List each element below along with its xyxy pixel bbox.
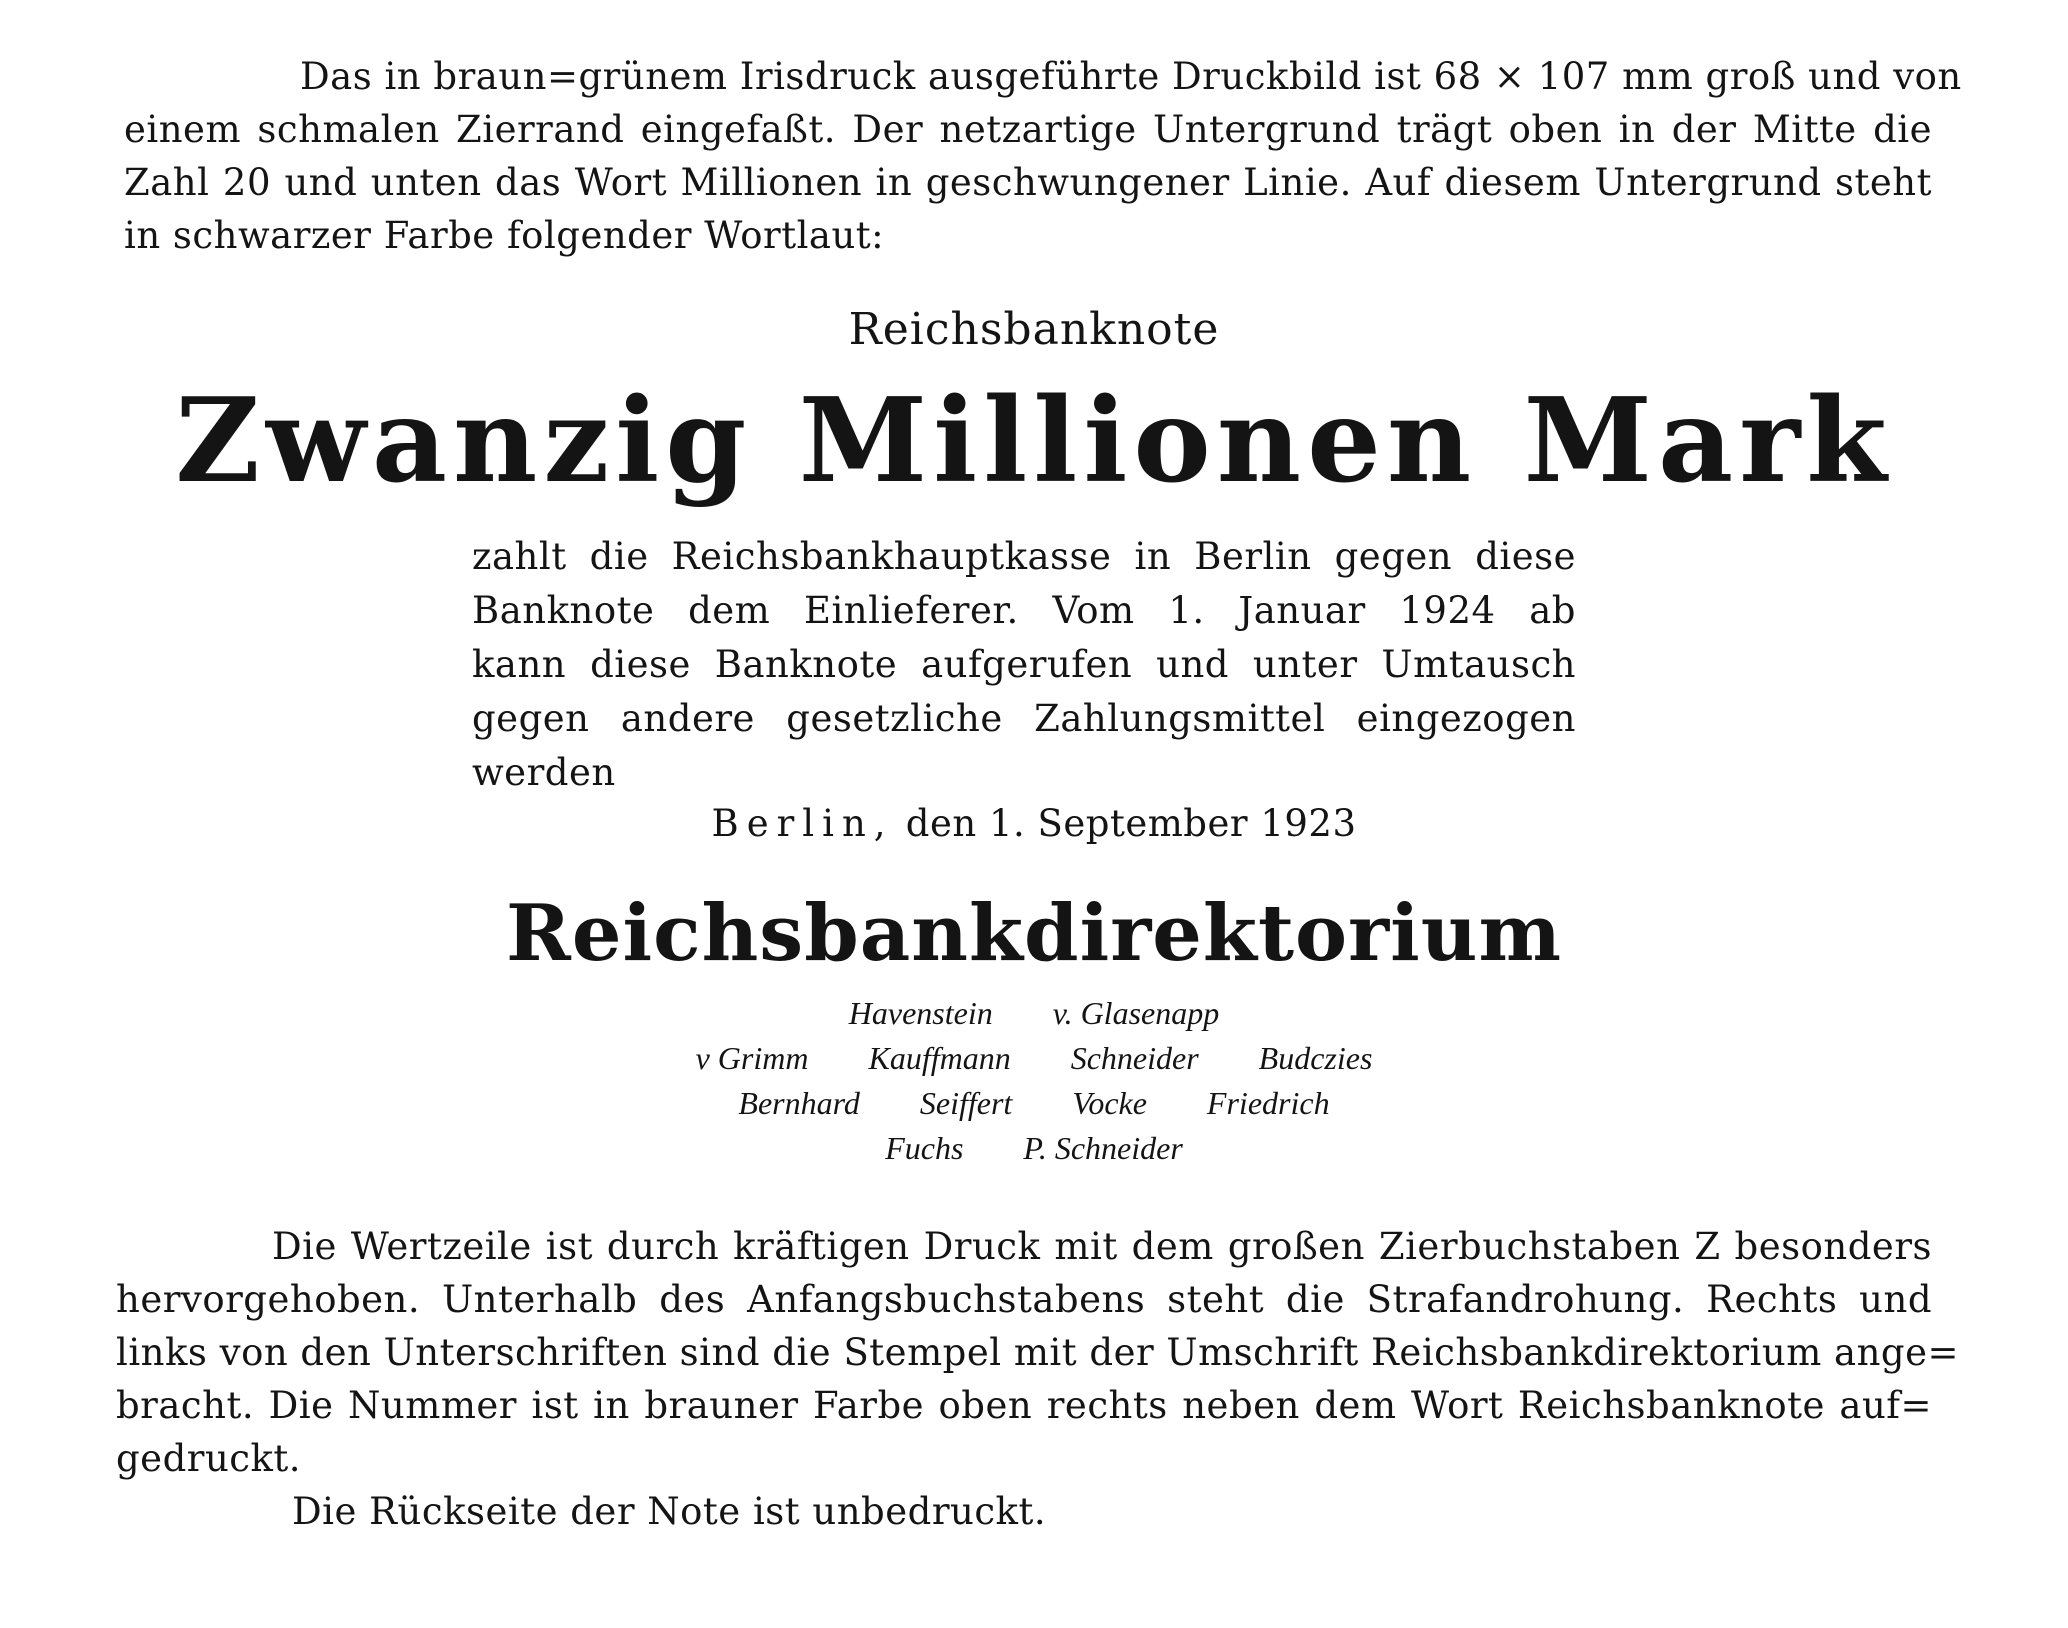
signature-name: v Grimm — [695, 1040, 809, 1076]
banknote-text-line: werden — [472, 751, 616, 794]
closing-line: bracht. Die Nummer ist in brauner Farbe oben rechts neben dem Wort Reichsbanknote auf= — [116, 1384, 1932, 1427]
signature-row — [0, 1040, 2068, 1077]
signature-row — [0, 1085, 2068, 1122]
reverse-side-note: Die Rückseite der Note ist unbedruckt. — [292, 1490, 1047, 1533]
signature-name: Bernhard — [738, 1085, 860, 1121]
closing-line: links von den Unterschriften sind die Stempel mit der Umschrift Reichsbankdirektorium ange= — [116, 1331, 1960, 1374]
directorate-title: Reichsbankdirektorium — [506, 888, 1562, 979]
signature-name: Havenstein — [848, 995, 993, 1031]
closing-line: hervorgehoben. Unterhalb des Anfangsbuchstabens steht die Strafandrohung. Rechts und — [116, 1278, 1932, 1321]
signature-name: Schneider — [1070, 1040, 1199, 1076]
intro-line: in schwarzer Farbe folgender Wortlaut: — [124, 214, 885, 257]
signature-name: Budczies — [1258, 1040, 1373, 1076]
signature-name: Vocke — [1072, 1085, 1147, 1121]
signature-name: Kauffmann — [868, 1040, 1011, 1076]
signature-name: P. Schneider — [1023, 1130, 1183, 1166]
banknote-text-line: Banknote dem Einlieferer. Vom 1. Januar 1924 ab — [472, 589, 1576, 632]
place-date — [0, 802, 2068, 845]
intro-paragraph — [124, 50, 1962, 262]
closing-line: gedruckt. — [116, 1437, 302, 1480]
signature-name: Seiffert — [919, 1085, 1013, 1121]
banknote-value-line: Zwanzig Millionen Mark — [175, 373, 1893, 509]
signature-name: Fuchs — [885, 1130, 964, 1166]
signature-row — [0, 995, 2068, 1032]
place-city: Berlin, — [711, 802, 894, 845]
banknote-text-line: gegen andere gesetzliche Zahlungsmittel eingezogen — [472, 697, 1576, 740]
banknote-text — [472, 530, 1576, 800]
closing-line: Die Wertzeile ist durch kräftigen Druck mit dem großen Zierbuchstaben Z besonders — [272, 1225, 1932, 1268]
closing-paragraph — [116, 1220, 1960, 1485]
issue-date: den 1. September 1923 — [893, 802, 1357, 845]
banknote-text-line: kann diese Banknote aufgerufen und unter Umtausch — [472, 643, 1576, 686]
banknote-text-line: zahlt die Reichsbankhauptkasse in Berlin gegen diese — [472, 535, 1576, 578]
banknote-heading-small: Reichsbanknote — [848, 304, 1220, 355]
signature-row — [0, 1130, 2068, 1167]
intro-line: Das in braun=grünem Irisdruck ausgeführte Druckbild ist 68 × 107 mm groß und von — [300, 55, 1962, 98]
intro-line: einem schmalen Zierrand eingefaßt. Der netzartige Untergrund trägt oben in der Mitte die — [124, 108, 1932, 151]
signature-name: v. Glasenapp — [1052, 995, 1220, 1031]
intro-line: Zahl 20 und unten das Wort Millionen in geschwungener Linie. Auf diesem Untergrund steht — [124, 161, 1932, 204]
signature-name: Friedrich — [1206, 1085, 1330, 1121]
